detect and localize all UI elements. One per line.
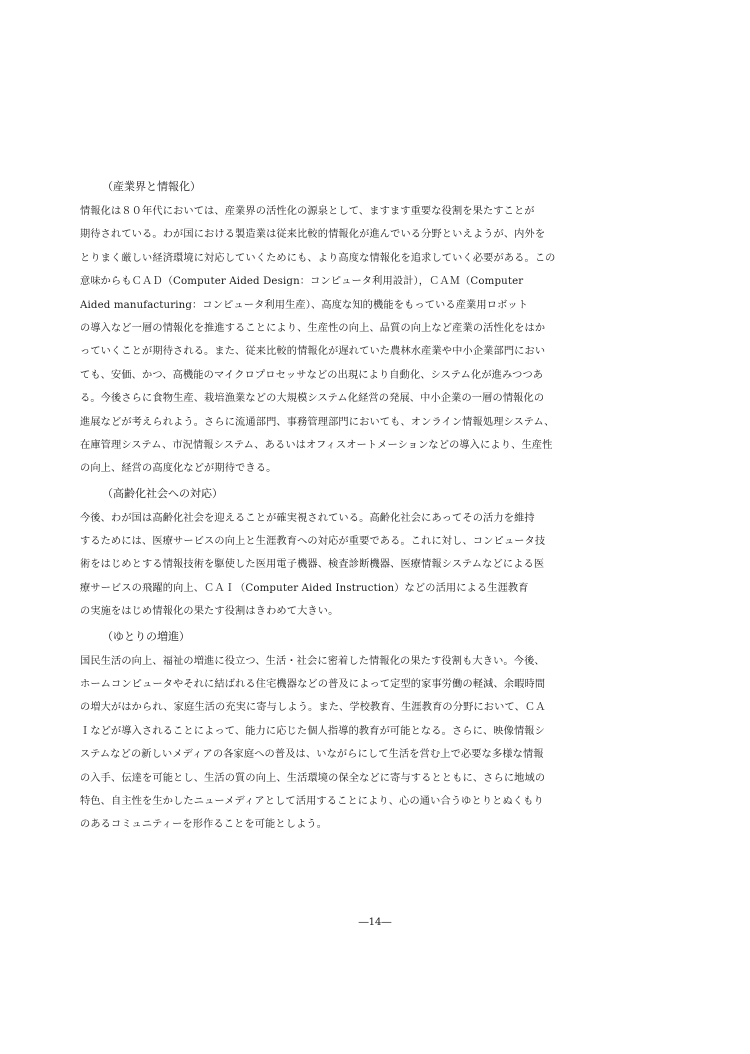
section-heading: （ゆとりの増進）	[102, 629, 190, 643]
section-1	[80, 178, 600, 481]
paragraph-line: の増大がはかられ、家庭生活の充実に寄与しよう。また、学校教育、生涯教育の分野において、ＣＡ	[80, 702, 546, 714]
section-heading: （産業界と情報化）	[102, 180, 201, 193]
paragraph-line: 国民生活の向上、福祉の増進に役立つ、生活・社会に密着した情報化の果たす役割も大きい。今後、	[80, 655, 545, 667]
section-3	[80, 628, 600, 837]
paragraph-line: Aided manufacturing：コンピュータ利用生産）、高度な知的機能をもっている産業用ロボット	[80, 299, 529, 311]
section-2	[80, 485, 600, 624]
section-heading: （高齢化社会への対応）	[102, 486, 223, 500]
paragraph-line: 術をはじめとする情報技術を駆使した医用電子機器、検査診断機器、医療情報システムなどによる医	[80, 559, 545, 571]
paragraph-line: 期待されている。わが国における製造業は従来比較的情報化が進んでいる分野といえようが、内外を	[80, 229, 546, 241]
paragraph-line: 在庫管理システム、市況情報システム、あるいはオフィスオートメーションなどの導入により、生産性	[80, 439, 553, 451]
paragraph-line: するためには、医療サービスの向上と生涯教育への対応が重要である。これに対し、コンピュータ技	[80, 536, 546, 548]
document-body	[80, 178, 600, 841]
paragraph-line: の実施をはじめ情報化の果たす役割はきわめて大きい。	[80, 606, 339, 618]
paragraph-line: 今後、わが国は高齢化社会を迎えることが確実視されている。高齢化社会にあってその活力を維持	[80, 512, 535, 524]
paragraph-line: ても、安価、かつ、高機能のマイクロプロセッサなどの出現により自動化、システム化が進みつつあ	[80, 369, 544, 381]
paragraph-line: とりまく厳しい経済環境に対応していくためにも、より高度な情報化を追求していく必要がある。この	[80, 252, 556, 264]
paragraph-line: 進展などが考えられよう。さらに流通部門、事務管理部門においても、オンライン情報処理システム、	[80, 416, 555, 428]
paragraph-line: 情報化は８０年代においては、産業界の活性化の源泉として、ますます重要な役割を果たすことが	[80, 206, 535, 217]
paragraph-line: る。今後さらに食物生産、栽培漁業などの大規模システム化経営の発展、中小企業の一層の情報化の	[80, 393, 545, 405]
paragraph-line: の導入など一層の情報化を推進することにより、生産性の向上、品質の向上など産業の活性化をはか	[80, 322, 546, 334]
paragraph-line: 意味からもＣＡＤ（Computer Aided Design：コンピュータ利用設計），ＣＡＭ（Computer	[80, 276, 524, 288]
paragraph-line: の入手、伝達を可能とし、生活の質の向上、生活環境の保全などに寄与するとともに、さらに地域の	[80, 772, 546, 784]
paragraph-line: っていくことが期待される。また、従来比較的情報化が遅れていた農林水産業や中小企業部門におい	[80, 346, 546, 358]
paragraph-line: Ｉなどが導入されることによって、能力に応じた個人指導的教育が可能となる。さらに、映像情報シ	[80, 725, 545, 737]
paragraph-line: の向上、経営の高度化などが期待できる。	[80, 463, 277, 475]
paragraph-line: ホームコンピュータやそれに結ばれる住宅機器などの普及によって定型的家事労働の軽減、余暇時間	[80, 679, 546, 691]
paragraph-line: ステムなどの新しいメディアの各家庭への普及は、いながらにして生活を営む上で必要な多様な情報	[80, 749, 544, 761]
page-number: ―14―	[358, 917, 392, 928]
paragraph-line: 療サービスの飛躍的向上、ＣＡＩ（Computer Aided Instruction）などの活用による生涯教育	[80, 582, 529, 594]
paragraph-line: 特色、自主性を生かしたニューメディアとして活用することにより、心の通い合うゆとりとぬくもり	[80, 795, 544, 807]
paragraph-line: のあるコミュニティーを形作ることを可能としよう。	[80, 819, 328, 831]
